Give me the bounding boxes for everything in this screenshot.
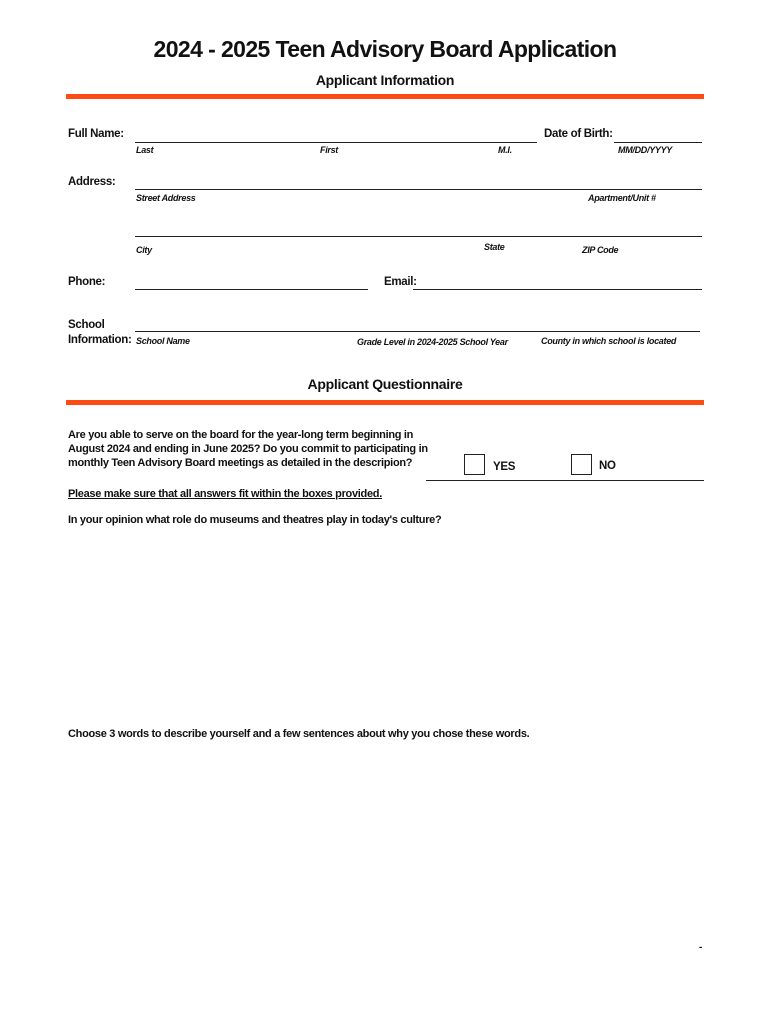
street-address-input[interactable] xyxy=(135,175,702,190)
full-name-input[interactable] xyxy=(135,128,537,143)
school-name-caption: School Name xyxy=(136,336,190,346)
yes-label: YES xyxy=(493,461,516,473)
date-format-caption: MM/DD/YYYY xyxy=(618,145,673,155)
first-name-caption: First xyxy=(320,145,339,155)
question-museums-theatres: In your opinion what role do museums and theatres play in today's culture? xyxy=(68,514,442,526)
answer-divider xyxy=(426,480,704,481)
section-title-applicant-information: Applicant Information xyxy=(315,72,455,88)
section-divider xyxy=(66,94,704,99)
apartment-unit-caption: Apartment/Unit # xyxy=(588,193,656,203)
phone-input[interactable] xyxy=(135,275,368,290)
section-divider xyxy=(66,400,704,405)
page-footer-mark: - xyxy=(699,942,703,953)
answer-fit-notice: Please make sure that all answers fit within the boxes provided. xyxy=(68,488,382,500)
city-caption: City xyxy=(136,245,152,255)
email-label: Email: xyxy=(384,276,417,288)
street-address-caption: Street Address xyxy=(136,193,196,203)
grade-level-caption: Grade Level in 2024-2025 School Year xyxy=(357,337,508,347)
no-label: NO xyxy=(599,460,616,472)
school-information-input[interactable] xyxy=(135,317,700,332)
email-input[interactable] xyxy=(413,275,702,290)
section-title-applicant-questionnaire: Applicant Questionnaire xyxy=(307,376,463,392)
zip-code-caption: ZIP Code xyxy=(582,245,619,255)
phone-label: Phone: xyxy=(68,276,106,288)
yes-checkbox[interactable] xyxy=(464,454,485,475)
museums-theatres-answer-box[interactable] xyxy=(68,532,708,716)
address-label: Address: xyxy=(68,176,116,188)
city-state-zip-input[interactable] xyxy=(135,222,702,237)
commitment-question-line-3: monthly Teen Advisory Board meetings as detailed in the descripion? xyxy=(68,457,413,469)
state-caption: State xyxy=(484,242,505,252)
no-checkbox[interactable] xyxy=(571,454,592,475)
school-label: School xyxy=(68,319,105,331)
date-of-birth-label: Date of Birth: xyxy=(544,128,613,140)
full-name-label: Full Name: xyxy=(68,128,124,140)
form-title: 2024 - 2025 Teen Advisory Board Application xyxy=(153,36,617,62)
date-of-birth-input[interactable] xyxy=(614,128,702,143)
commitment-question-line-1: Are you able to serve on the board for the year-long term beginning in xyxy=(68,429,414,441)
information-label: Information: xyxy=(68,334,132,346)
middle-initial-caption: M.I. xyxy=(498,145,512,155)
last-name-caption: Last xyxy=(136,145,154,155)
county-caption: County in which school is located xyxy=(541,336,677,346)
commitment-question-line-2: August 2024 and ending in June 2025? Do you commit to participating in xyxy=(68,443,428,455)
question-three-words: Choose 3 words to describe yourself and a few sentences about why you chose these words. xyxy=(68,728,530,740)
three-words-answer-box[interactable] xyxy=(68,746,708,940)
